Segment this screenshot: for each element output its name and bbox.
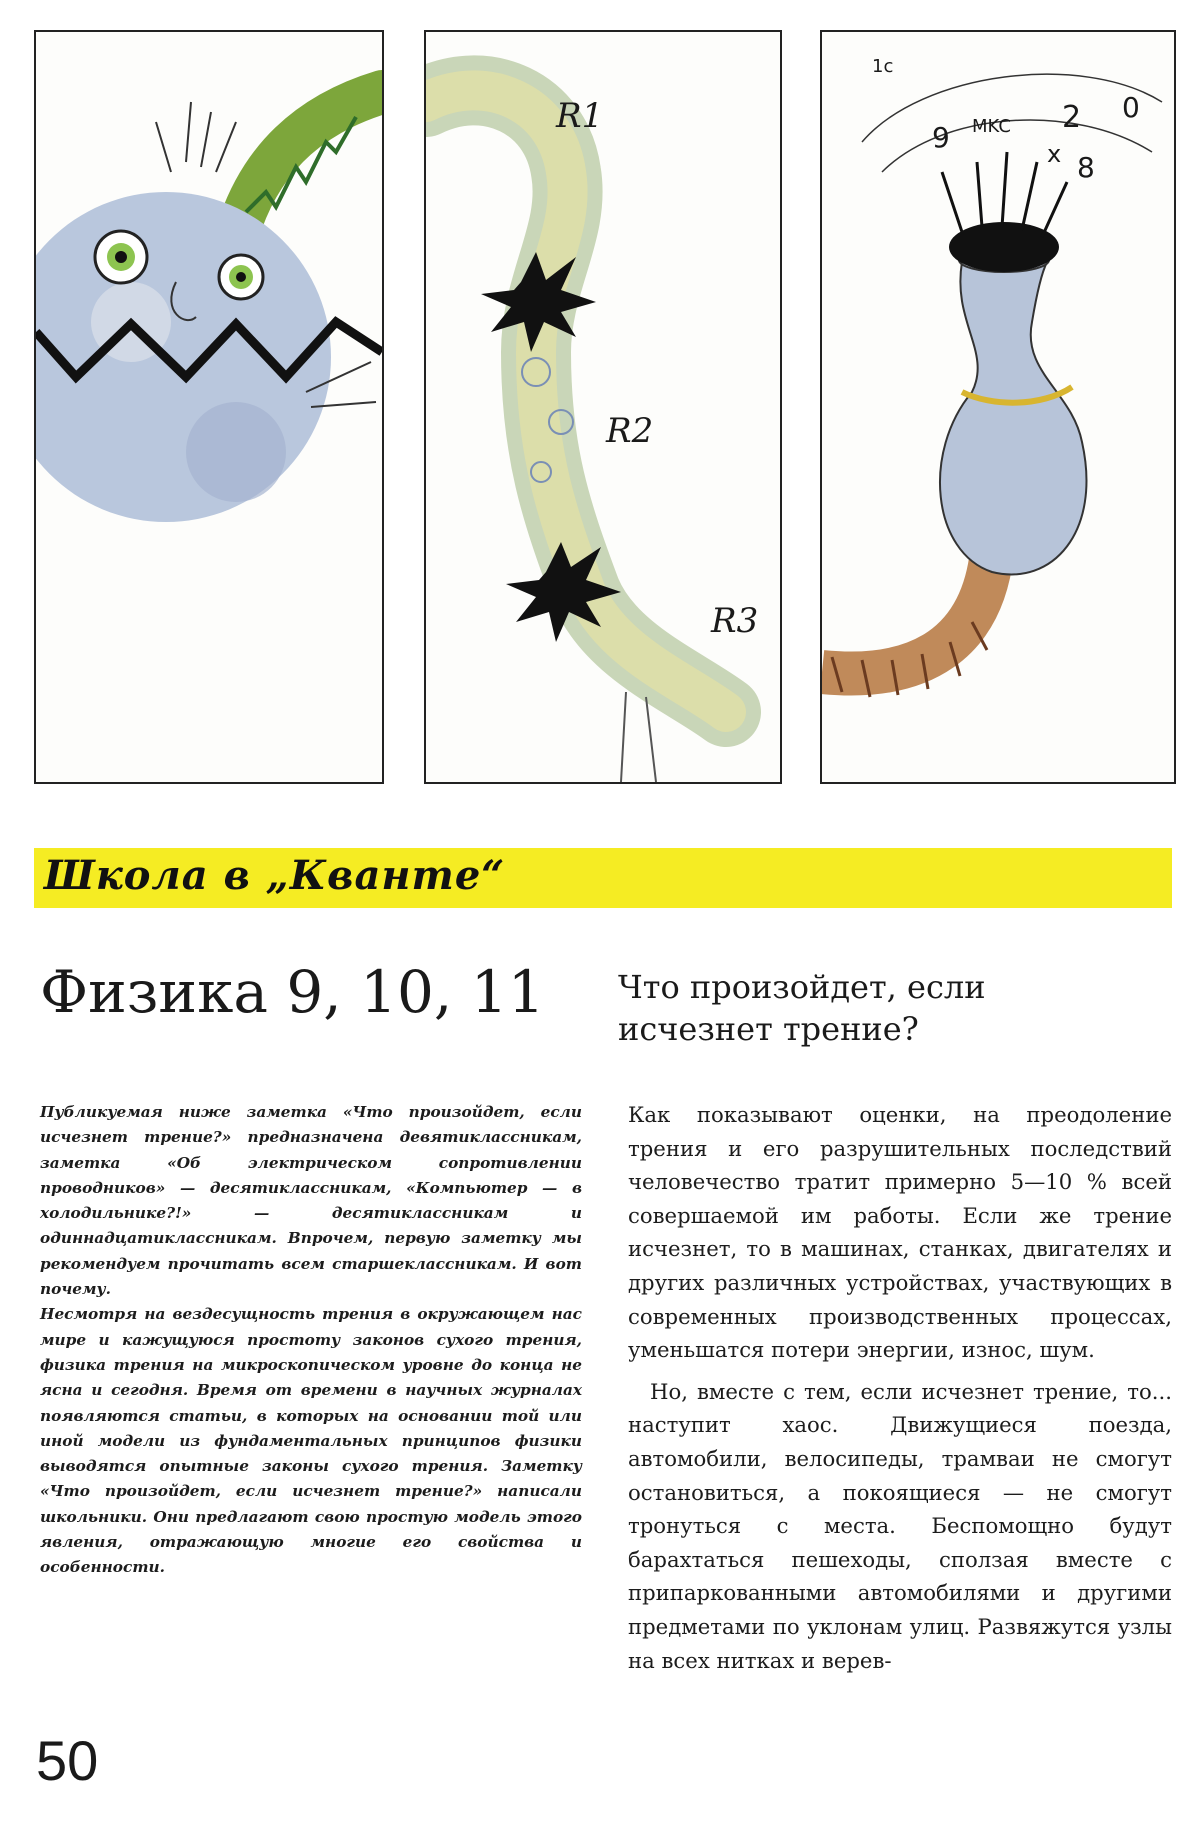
resistor-tube-drawing xyxy=(426,32,780,782)
article-title: Что произойдет, если исчезнет трение? xyxy=(618,968,986,1048)
scribble-mkc: MKC xyxy=(972,116,1011,137)
creature-head-drawing xyxy=(36,32,382,782)
body-column xyxy=(628,1098,1172,1677)
body-paragraph: Как показывают оценки, на преодоление трения и его разрушительных последствий человечество тратит примерно 5—10 % всей совершаемой им работы. Если же трение исчезнет, то в машинах, станках, двигателях и других различных устройствах, участвующих в современных производственных процессах, уменьшатся потери энергии, износ, шум. xyxy=(628,1102,1172,1363)
scribble-x: x xyxy=(1047,140,1062,168)
grades-heading: Физика 9, 10, 11 xyxy=(40,958,545,1026)
intro-paragraph: Публикуемая ниже заметка «Что произойдет, если исчезнет трение?» предназначена девятиклассникам, заметка «Об электрическом сопротивлении проводников» — десятиклассникам, «Компьютер — в холодильнике?!» — десятиклассникам и одиннадцатиклассникам. Впрочем, первую заметку мы рекомендуем прочитать всем старшеклассникам. И вот почему. xyxy=(40,1103,582,1299)
banner-title: Школа в „Кванте“ xyxy=(44,852,506,899)
scribble-9: 9 xyxy=(932,121,950,154)
intro-paragraph: Несмотря на вездесущность трения в окружающем нас мире и кажущуюся простоту законов сухого трения, физика трения на микроскопическом уровне до конца не ясна и сегодня. Время от времени в научных журналах появляются статьи, в которых на основании той или иной модели из фундаментальных принципов физики выводятся опытные законы сухого трения. Заметку «Что произойдет, если исчезнет трение?» написали школьники. Они предлагают свою простую модель этого явления, отражающую многие его свойства и особенности. xyxy=(40,1305,582,1577)
resistor-label-r3: R3 xyxy=(711,601,759,641)
intro-column xyxy=(40,1100,582,1581)
scribble-8: 8 xyxy=(1077,151,1095,184)
illustration-panel-2 xyxy=(424,30,782,784)
resistor-label-r2: R2 xyxy=(606,411,654,451)
illustration-panel-3 xyxy=(820,30,1176,784)
resistor-label-r1: R1 xyxy=(556,96,604,136)
body-paragraph: Но, вместе с тем, если исчезнет трение, то... наступит хаос. Движущиеся поезда, автомобили, велосипеды, трамваи не смогут остановиться, а покоящиеся — не смогут тронуться с места. Беспомощно будут барахтаться пешеходы, сползая вместе с припаркованными автомобилями и другими предметами по уклонам улиц. Развяжутся узлы на всех нитках и верев- xyxy=(628,1378,1172,1673)
scribble-1c: 1c xyxy=(872,56,894,77)
vase-chaos-drawing xyxy=(822,32,1174,782)
page-number: 50 xyxy=(36,1729,99,1792)
illustration-panel-1 xyxy=(34,30,384,784)
scribble-2: 2 xyxy=(1062,100,1082,135)
section-banner xyxy=(34,848,1172,908)
scribble-0: 0 xyxy=(1122,91,1140,124)
